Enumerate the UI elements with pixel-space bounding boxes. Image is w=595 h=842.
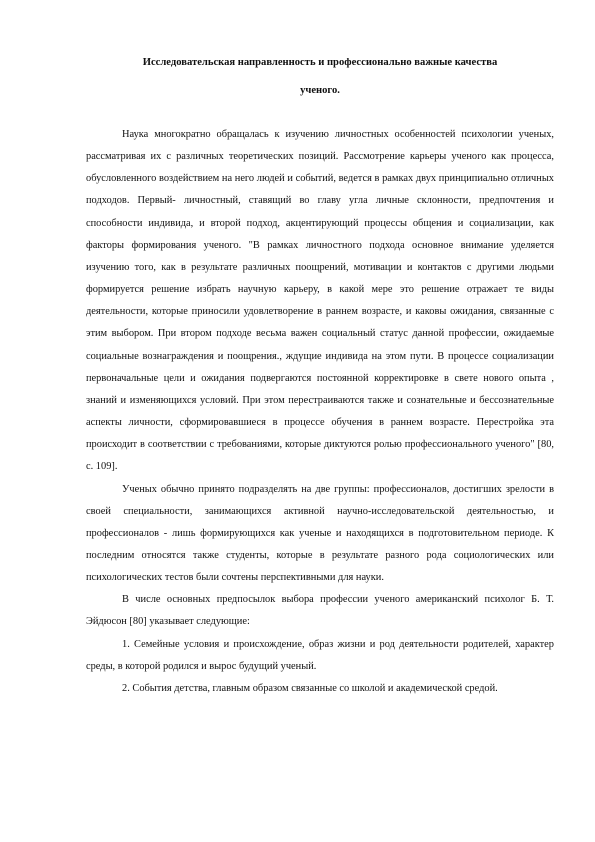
paragraph-scientist-groups: Ученых обычно принято подразделять на две группы: профессионалов, достигших зрелости в своей специальности, занимающихся активной научно-исследовательской деятельностью, и профессионалов - лишь формирующихся как ученые и находящихся в подготовительном периоде. К последним относятся также студенты, которые в результате разного рода социологических или психологических тестов были сочтены перспективными для науки.	[86, 483, 554, 584]
document-title-line-1: Исследовательская направленность и профессионально важные качества	[142, 57, 498, 68]
list-item-childhood-events: 2. События детства, главным образом связанные со школой и академической средой.	[122, 682, 498, 694]
document-body	[86, 124, 554, 700]
paragraph-prerequisites-intro: В числе основных предпосылок выбора профессии ученого американский психолог Б. Т. Эйдюсон [80] указывает следующие:	[86, 594, 554, 628]
list-item-family-conditions: 1. Семейные условия и происхождение, образ жизни и род деятельности родителей, характер среды, в которой родился и вырос будущий ученый.	[86, 638, 554, 672]
document-title-line-2: ученого.	[300, 85, 340, 96]
paragraph-research-approaches: Наука многократно обращалась к изучению личностных особенностей психологии ученых, рассматривая их с различных теоретических позиций. Рассмотрение карьеры ученого как процесса, обусловленного воздействием на него людей и событий, ведется в рамках двух принципиально отличных подходов. Первый- личностный, ставящий во главу угла личные склонности, предпочтения и способности индивида, и второй подход, акцентирующий процессы общения и социализации, как факторы формирования ученого. "В рамках личностного подхода основное внимание уделяется изучению того, как в результате различных поощрений, мотивации и контактов с другими людьми формируется решение избрать научную карьеру, в какой мере это решение отражает те виды деятельности, которые приносили удовлетворение в раннем возрасте, и каковы ожидания, связанные с этим выбором. При втором подходе весьма важен социальный статус данной профессии, ожидаемые социальные вознаграждения и поощрения., ждущие индивида на этом пути. В процессе социализации первоначальные цели и ожидания подвергаются постоянной корректировке в свете нового опыта , знаний и изменяющихся условий. При этом перестраиваются также и сознательные и бессознательные аспекты личности, сформировавшиеся в процессе обучения в раннем возрасте. Перестройка эта происходит в соответствии с требованиями, которые диктуются ролью профессионального ученого" [80, с. 109].	[86, 129, 554, 473]
